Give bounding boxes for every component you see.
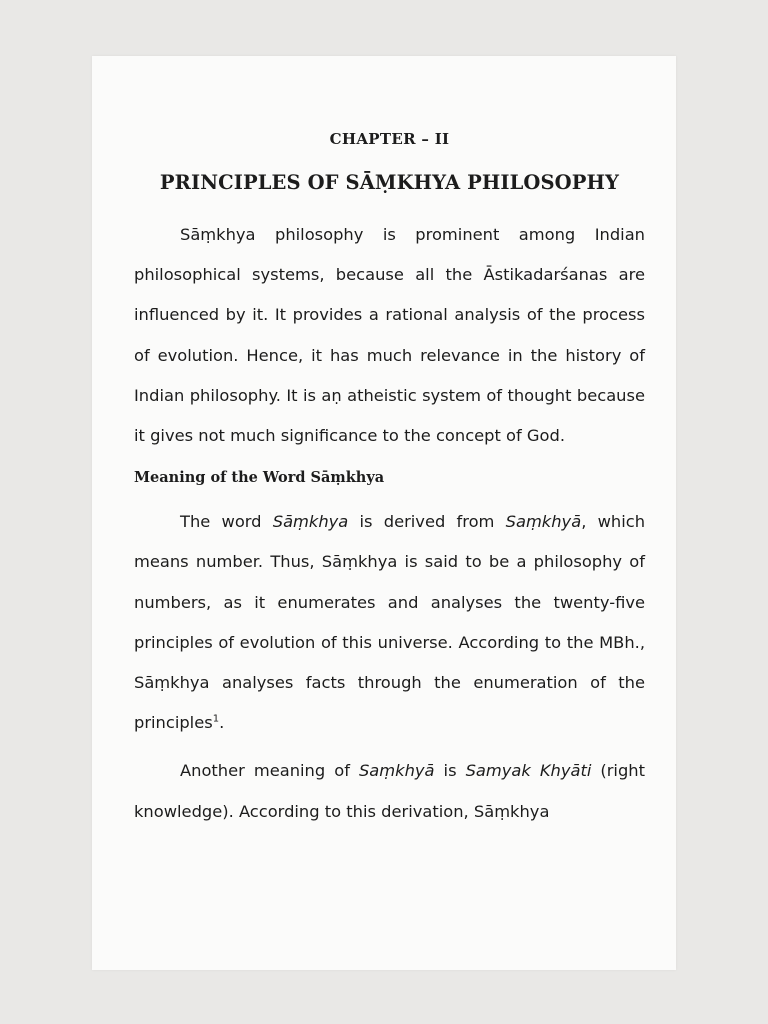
italic-term: Sāṃkhya (272, 512, 349, 532)
text-run: The word (180, 512, 273, 532)
italic-term: Saṃkhyā (505, 512, 582, 532)
text-run: (right knowledge). According to this derivation, Sāṃkhya (134, 761, 645, 821)
text-run: Another meaning of (180, 761, 359, 781)
text-run: . (219, 713, 225, 733)
chapter-label: CHAPTER – II (329, 130, 450, 148)
text-run: is derived from (348, 512, 506, 532)
paragraph-intro: Sāṃkhya philosophy is prominent among Indian philosophical systems, because all the Āstikadarśanas are influenced by it. It provides a rational analysis of the process of evolution. Hence, it has much relevance in the history of Indian philosophy. It is aṇ atheistic system of thought because it gives not much significance to the concept of God. (134, 225, 645, 446)
italic-term: Saṃkhyā (358, 761, 435, 781)
paragraph-another-meaning (134, 751, 645, 831)
italic-term: Samyak Khyāti (465, 761, 592, 781)
text-run: is (434, 761, 466, 781)
page-content (134, 130, 645, 832)
text-run: , which means number. Thus, Sāṃkhya is said to be a philosophy of numbers, as it enumerates and analyses the twenty-five principles of evolution of this universe. According to the MBh., Sāṃkhya analyses facts through the enumeration of the principles (134, 512, 646, 733)
section-heading: Meaning of the Word Sāṃkhya (134, 469, 385, 487)
footnote-marker: 1 (212, 713, 220, 725)
chapter-title: PRINCIPLES OF SĀṂKHYA PHILOSOPHY (159, 171, 620, 194)
paragraph-meaning (134, 502, 645, 743)
